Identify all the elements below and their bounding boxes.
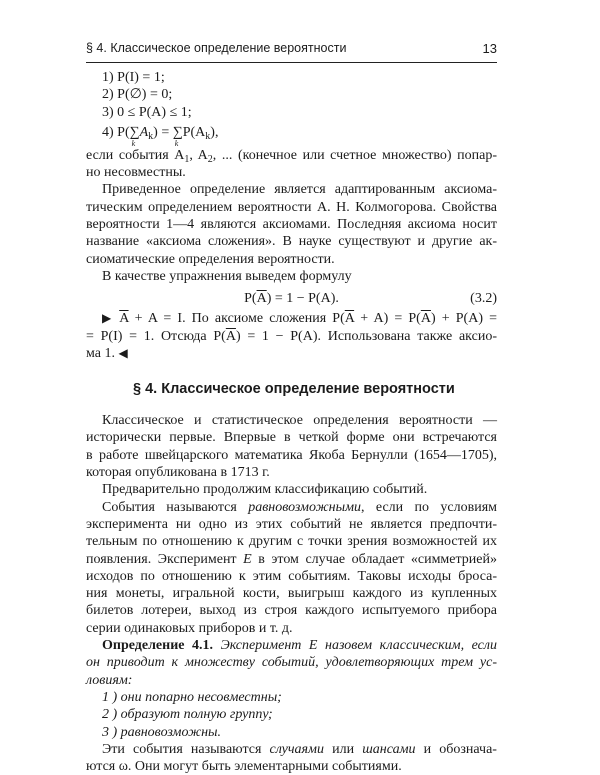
formula-number: (3.2) [470, 291, 497, 307]
sum-symbol: ∑ k [129, 124, 140, 148]
axiom-condition-line-end: но несовместны. [86, 165, 186, 181]
axiom-1: 1) P(I) = 1; [102, 70, 165, 85]
proof-start-marker-icon: ▶ [102, 311, 114, 326]
proof: ▶ $\overline{A} + A = I$. По аксиоме сложения $P(\overline{A} + A) = P(\overline{A}) + P(A)$ = = P(I) = 1. Отсюда $P(\overline{A}) = 1 - P(A)$. Использована также аксио- ма 1. ◀ [86, 311, 498, 361]
axiom-2: 2) P(∅) = 0; [102, 87, 173, 103]
formula-3-2: $P(\overline{A}) = 1 - P(A)$. (3.2) [86, 287, 497, 310]
running-head-title: § 4. Классическое определение вероятности [86, 41, 347, 55]
axiom-condition-line: если события $A_1$, $A_2$, ... (конечное или счетное множество) попар- [86, 147, 497, 165]
axiom-3: 3) 0 ≤ P(A) ≤ 1; [102, 104, 192, 120]
running-head [86, 38, 497, 58]
page-number: 13 [482, 41, 497, 56]
section-heading: § 4. Классическое определение вероятности [133, 381, 455, 398]
definition-label: Определение 4.1. [102, 638, 214, 654]
paragraph-closing: Эти события называются случаями или шансами и обознача- ются ω. Они могут быть элементарными событиями. [86, 741, 497, 775]
paragraph-classical: Классическое и статистическое определения вероятности — исторически первые. Впервые в четкой форме они встречаются в работе швейцарского математика Якоба Бернулли (1654—1705), которая опубликована в 1713 г. [86, 413, 497, 481]
axiom-4: 4) P(∑ k $A_k$) = ∑ k $P(A_k)$, [86, 121, 497, 147]
paragraph-classification: Предварительно продолжим классификацию событий. [102, 482, 428, 498]
header-rule [86, 62, 497, 63]
definition-condition: 3 ) равновозможны. [102, 724, 222, 740]
paragraph-axiomatic: Приведенное определение является адаптированным аксиома- тическим определением вероятности А. Н. Колмогорова. Свойства вероятности 1—4 являются аксиомами. Последняя аксиома носит название «аксиома сложения». В науке существуют и другие ак- сиоматические определения вероятности. [86, 182, 497, 267]
proof-end-marker-icon: ◀ [118, 345, 128, 360]
definition-4-1: Определение 4.1. Эксперимент E назовем классическим, если он приводит к множеству событий, удовлетворяющих трем ус- ловиям: 1 ) они попарно несовместны; 2 ) образуют полную группу; 3 ) равновозможны. [86, 638, 497, 740]
sum-symbol: ∑ k [172, 124, 183, 148]
page-body [86, 69, 497, 775]
axiom-list [86, 69, 497, 181]
definition-condition: 2 ) образуют полную группу; [102, 707, 273, 723]
exercise-intro: В качестве упражнения выведем формулу [102, 268, 352, 284]
paragraph-equiprobable: События называются равновозможными, если по условиям эксперимента ни одно из этих событий не является предпочти- тельным по отношению к другим с точки зрения возможностей их появления. Эксперимент E в этом случае обладает «симметрией» исходов по отношению к этим событиям. Таковы исходы броса- ния монеты, игральной кости, выигрыш каждого из купленных билетов лотереи, выход из строя каждого испытуемого прибора серии одинаковых приборов и т. д. [86, 499, 497, 636]
definition-condition: 1 ) они попарно несовместны; [102, 689, 282, 705]
